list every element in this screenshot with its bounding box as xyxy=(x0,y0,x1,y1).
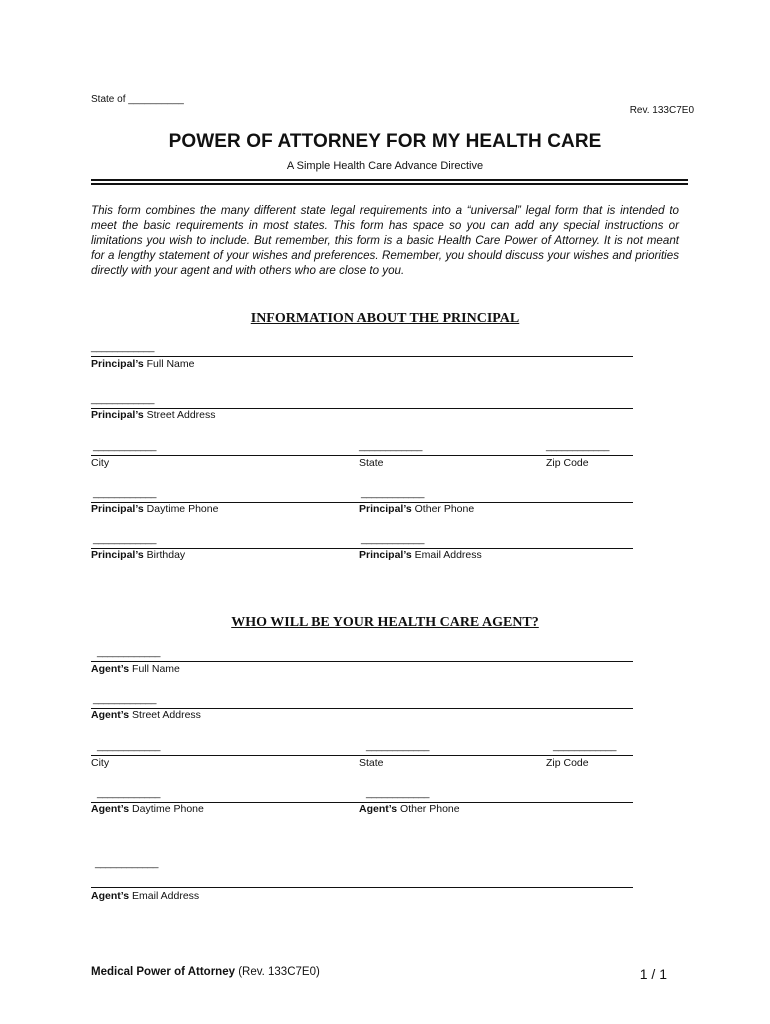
revision-label: Rev. 133C7E0 xyxy=(629,105,694,116)
agent-full-name-line xyxy=(91,661,633,662)
agent-email-label: Agent’s Email Address xyxy=(91,890,200,902)
agent-street-field[interactable]: ____________ xyxy=(93,694,157,705)
principal-zip-label: Zip Code xyxy=(546,457,589,469)
agent-daytime-phone-field[interactable]: ____________ xyxy=(97,788,161,799)
document-subtitle: A Simple Health Care Advance Directive xyxy=(286,160,484,172)
principal-city-field[interactable]: ____________ xyxy=(93,441,157,452)
agent-address-line xyxy=(91,755,633,756)
agent-other-phone-label: Agent’s Other Phone xyxy=(359,803,460,815)
agent-section-heading: WHO WILL BE YOUR HEALTH CARE AGENT? xyxy=(231,615,539,630)
principal-street-label: Principal’s Street Address xyxy=(91,409,216,421)
principal-full-name-label: Principal’s Full Name xyxy=(91,358,195,370)
agent-city-field[interactable]: ____________ xyxy=(97,741,161,752)
agent-state-field[interactable]: ____________ xyxy=(366,741,430,752)
principal-daytime-phone-label: Principal’s Daytime Phone xyxy=(91,503,219,515)
principal-address-line xyxy=(91,455,633,456)
principal-email-label: Principal’s Email Address xyxy=(359,549,482,561)
principal-state-label: State xyxy=(359,457,384,469)
principal-full-name-field[interactable]: ____________ xyxy=(91,342,155,353)
principal-street-field[interactable]: ____________ xyxy=(91,394,155,405)
agent-full-name-field[interactable]: ____________ xyxy=(97,647,161,658)
footer-page-number: 1 / 1 xyxy=(639,966,667,982)
agent-daytime-phone-label: Agent’s Daytime Phone xyxy=(91,803,204,815)
principal-section-heading: INFORMATION ABOUT THE PRINCIPAL xyxy=(250,311,520,326)
principal-zip-field[interactable]: ____________ xyxy=(546,441,610,452)
footer-document-name: Medical Power of Attorney (Rev. 133C7E0) xyxy=(91,966,320,978)
agent-email-line xyxy=(91,887,633,888)
principal-city-label: City xyxy=(91,457,110,469)
title-divider-bottom xyxy=(91,183,688,185)
agent-zip-label: Zip Code xyxy=(546,757,589,769)
principal-birthday-field[interactable]: ____________ xyxy=(93,534,157,545)
state-of-field[interactable]: State of __________ xyxy=(91,94,184,105)
agent-state-label: State xyxy=(359,757,384,769)
principal-other-phone-field[interactable]: ____________ xyxy=(361,488,425,499)
principal-birthday-label: Principal’s Birthday xyxy=(91,549,186,561)
document-title: POWER OF ATTORNEY FOR MY HEALTH CARE xyxy=(168,131,602,152)
title-divider-top xyxy=(91,179,688,181)
agent-email-field[interactable]: ____________ xyxy=(95,858,159,869)
agent-other-phone-field[interactable]: ____________ xyxy=(366,788,430,799)
principal-daytime-phone-field[interactable]: ____________ xyxy=(93,488,157,499)
agent-zip-field[interactable]: ____________ xyxy=(553,741,617,752)
intro-paragraph: This form combines the many different state legal requirements into a “universal” legal form that is intended to meet the basic requirements in most states. This form has space so you can add any special instructions or limitations you wish to include. But remember, this form is a basic Health Care Power of Attorney. It is not meant for a lengthy statement of your wishes and preferences. Remember, you should discuss your wishes and priorities directly with your agent and with others who are close to you. xyxy=(91,204,679,277)
principal-full-name-line xyxy=(91,356,633,357)
agent-city-label: City xyxy=(91,757,110,769)
agent-street-label: Agent’s Street Address xyxy=(91,709,201,721)
principal-email-field[interactable]: ____________ xyxy=(361,534,425,545)
principal-state-field[interactable]: ____________ xyxy=(359,441,423,452)
principal-other-phone-label: Principal’s Other Phone xyxy=(359,503,475,515)
agent-full-name-label: Agent’s Full Name xyxy=(91,663,180,675)
